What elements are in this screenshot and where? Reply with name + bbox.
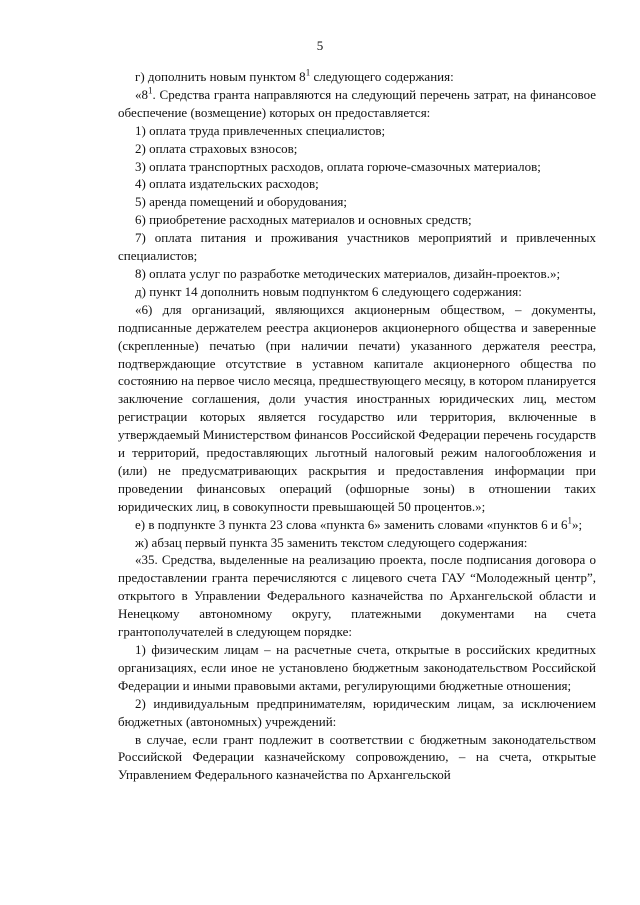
paragraph: д) пункт 14 дополнить новым подпунктом 6 следующего содержания: [135, 283, 522, 299]
paragraph: в случае, если грант подлежит в соответствии с бюджетным законодательством Российской Федерации казначейскому сопровождению, – на счета, открытые Управлением Федерального казначейства по Архангельской [118, 731, 596, 783]
paragraph: «35. Средства, выделенные на реализацию проекта, после подписания договора о предоставлении гранта перечисляются с лицевого счета ГАУ “Молодежный центр”, открытого в Управлении Федерального казначейства по Архангельской области и Ненецкому автономному округу, платежными документами на счета грантополучателей в следующем порядке: [118, 552, 596, 640]
list-item: 3) оплата транспортных расходов, оплата горюче-смазочных материалов; [135, 158, 541, 174]
list-item: 2) индивидуальным предпринимателям, юридическим лицам, за исключением бюджетных (автономных) учреждений: [118, 695, 596, 729]
list-item: 2) оплата страховых взносов; [135, 140, 298, 156]
list-item: 8) оплата услуг по разработке методических материалов, дизайн-проектов.»; [135, 265, 561, 281]
document-body [118, 68, 596, 784]
list-item: 5) аренда помещений и оборудования; [135, 194, 348, 210]
paragraph: «6) для организаций, являющихся акционерным обществом, – документы, подписанные держателем реестра акционеров акционерного общества и заверенные (скрепленные) печатью (при наличии печати) указанного держателя реестра, подтверждающие отсутствие в уставном капитале акционерного общества по состоянию на первое число месяца, предшествующего месяцу, в котором планируется заключение соглашения, доли участия иностранных юридических лиц, местом регистрации которых является государство или территория, включенные в утверждаемый Министерством финансов Российской Федерации перечень государств и территорий, предоставляющих льготный налоговый режим налогообложения и (или) не предусматривающих раскрытия и предоставления информации при проведении финансовых операций (офшорные зоны) в отношении таких юридических лиц, в совокупности превышающей 50 процентов.»; [118, 301, 596, 514]
page-number: 5 [316, 38, 324, 53]
list-item: 1) физическим лицам – на расчетные счета, открытые в российских кредитных организациях, если иное не установлено бюджетным законодательством Российской Федерации и иными правовыми актами, регулирующими бюджетные отношения; [118, 642, 596, 693]
list-item: 4) оплата издательских расходов; [135, 176, 319, 192]
list-item: 6) приобретение расходных материалов и основных средств; [135, 212, 472, 228]
paragraph: ж) абзац первый пункта 35 заменить текстом следующего содержания: [135, 534, 528, 550]
list-item: 1) оплата труда привлеченных специалистов; [135, 122, 386, 138]
list-item: 7) оплата питания и проживания участников мероприятий и привлеченных специалистов; [118, 230, 596, 264]
paragraph: «$8^1$. Средства гранта направляются на следующий перечень затрат, на финансовое обеспечение (возмещение) которых он предоставляется: [118, 85, 596, 120]
paragraph: г) дополнить новым пунктом $8^1$ следующего содержания: [135, 67, 454, 84]
paragraph: е) в подпункте 3 пункта 23 слова «пункта 6» заменить словами «пунктов 6 и $6^1$»; [135, 515, 583, 532]
